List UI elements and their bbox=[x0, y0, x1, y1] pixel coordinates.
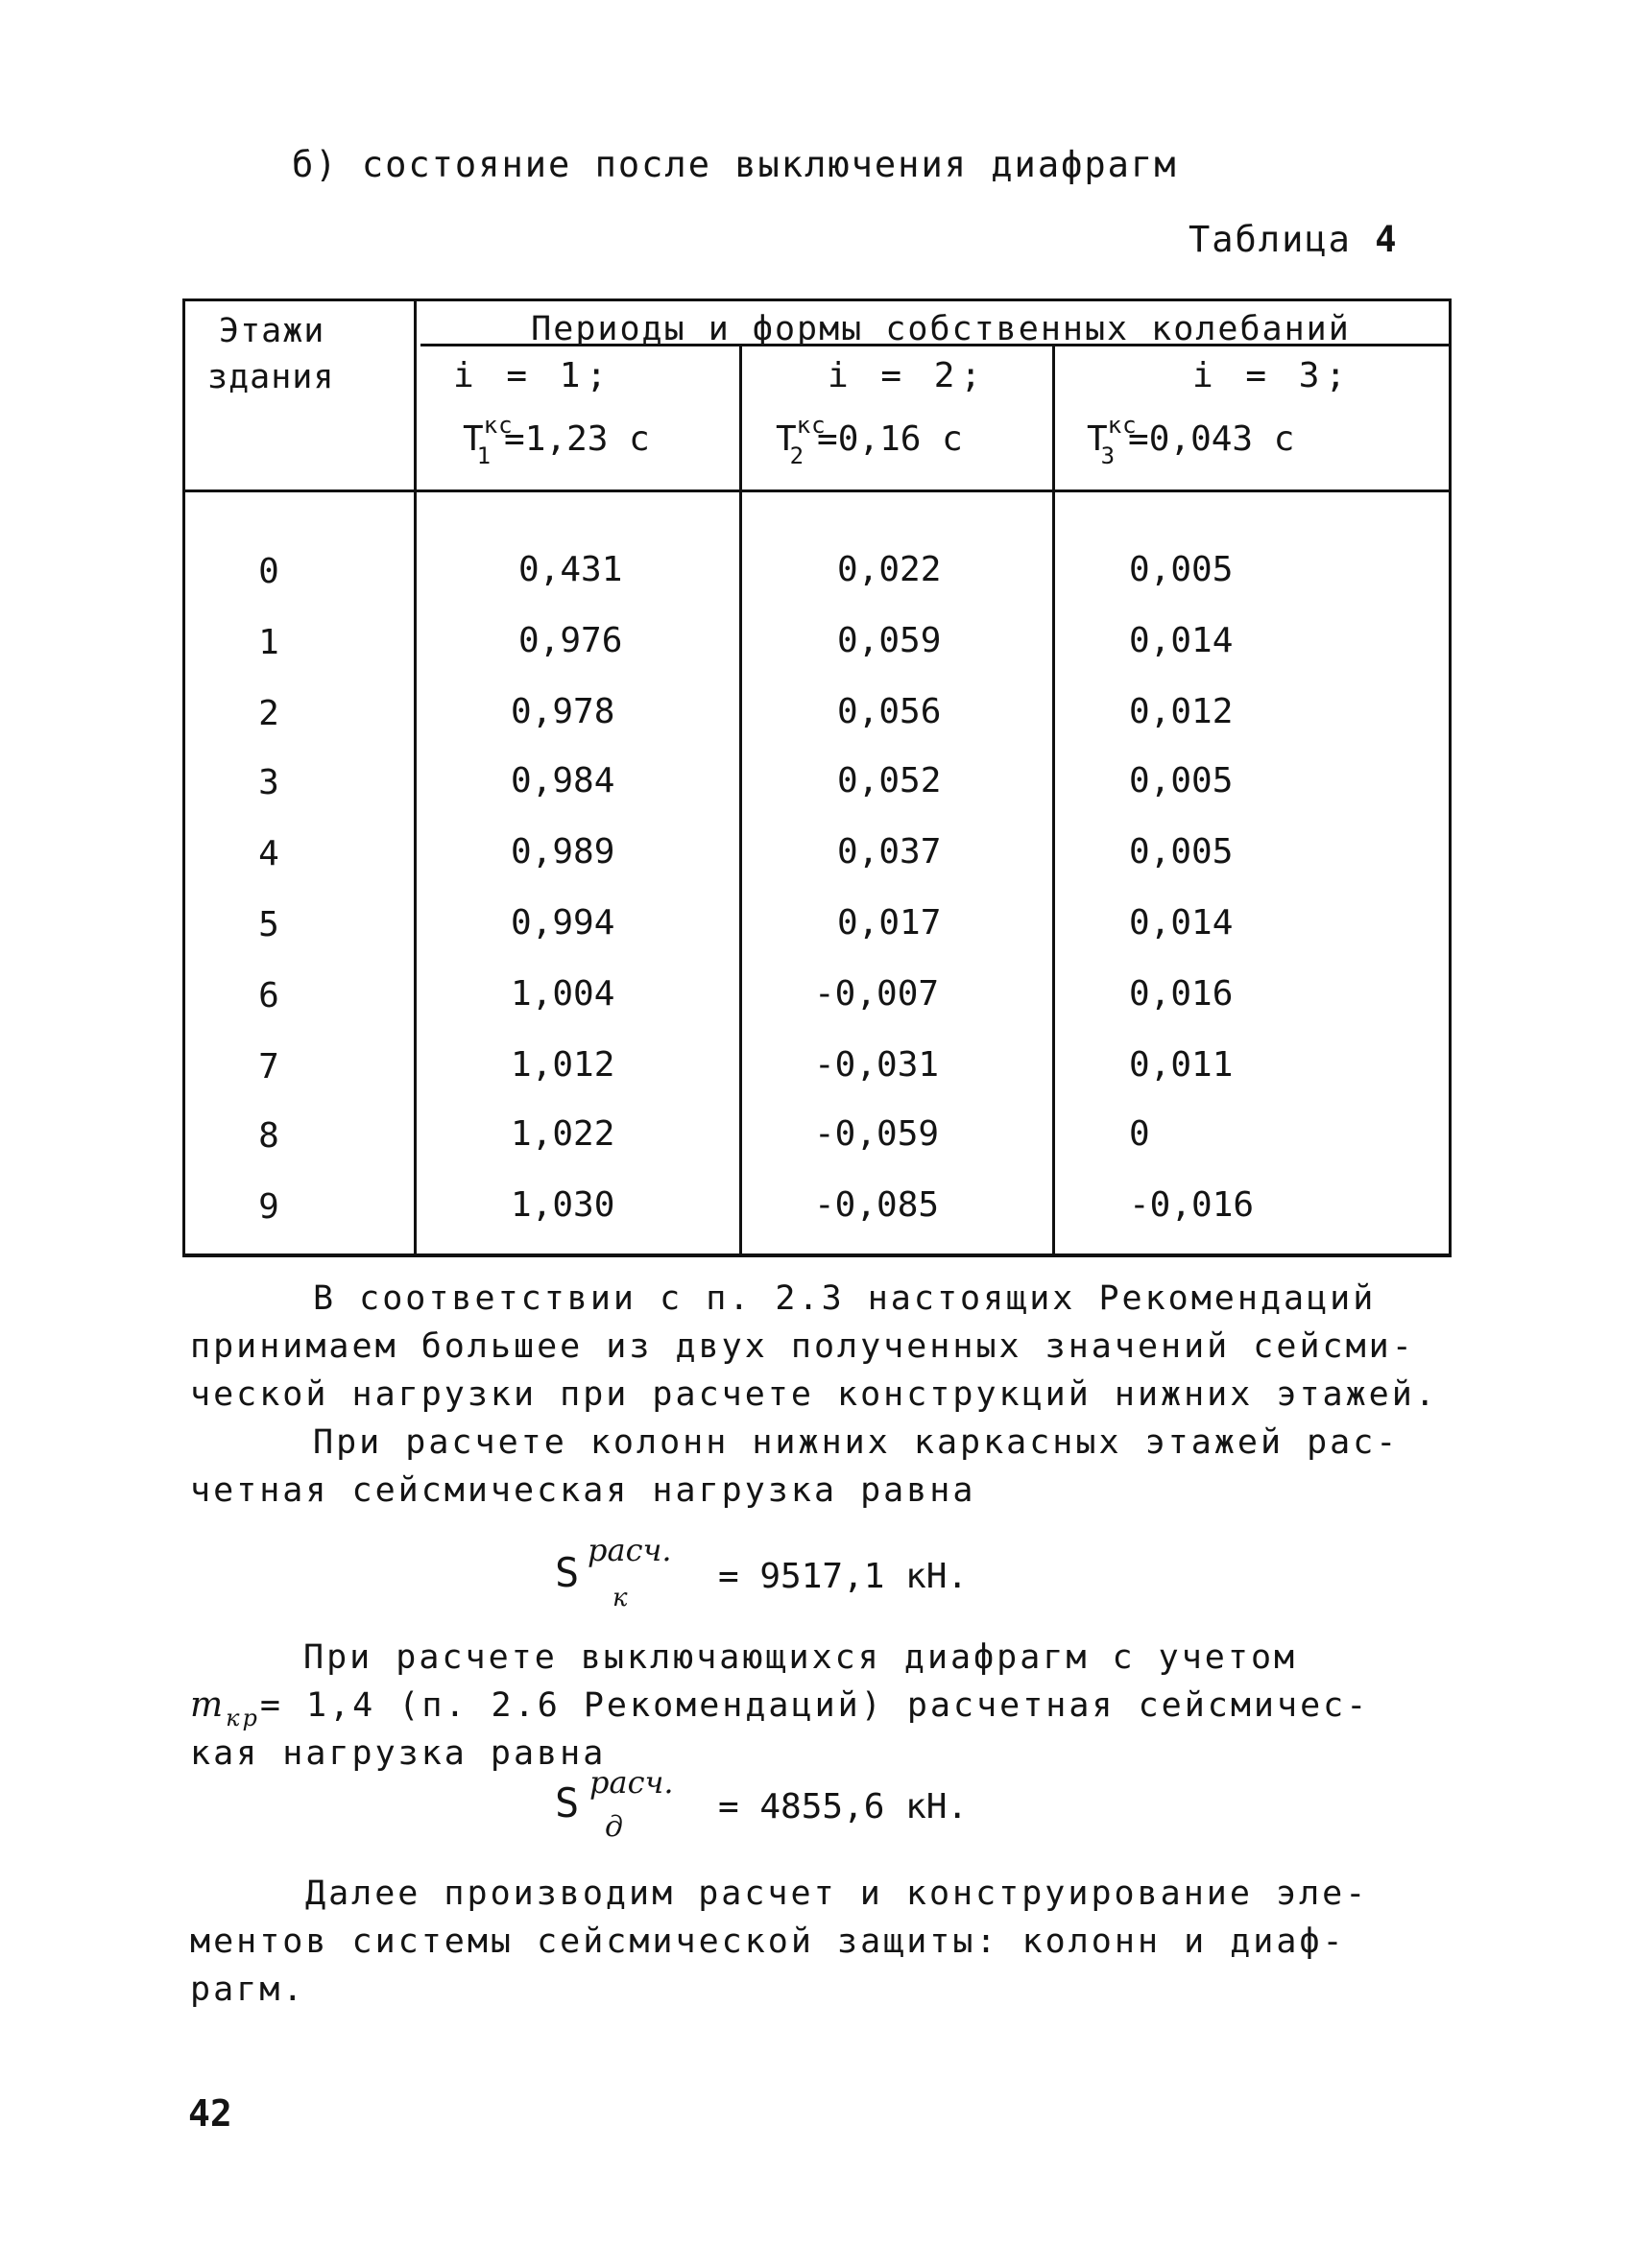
floor-cell: 0 bbox=[258, 552, 279, 591]
floor-header-line1: Этажи bbox=[219, 312, 325, 350]
formula1-value: = 9517,1 кН. bbox=[718, 1557, 969, 1596]
formula1-superscript: расч. bbox=[588, 1532, 672, 1568]
mode-3-t-sup: кс bbox=[1107, 412, 1138, 439]
mode3-cell: -0,016 bbox=[1129, 1185, 1255, 1225]
table-label-prefix: Таблица bbox=[1189, 219, 1352, 260]
mode-1-t-value: =1,23 с bbox=[504, 419, 650, 459]
mode3-cell: 0,016 bbox=[1129, 974, 1234, 1014]
p1-line-2: принимаем большее из двух полученных значений сейсми- bbox=[190, 1327, 1415, 1366]
mode1-cell: 0,994 bbox=[511, 903, 615, 943]
mode-2-t-value: =0,16 с bbox=[817, 419, 963, 459]
mode-2-t-symbol: T bbox=[776, 419, 797, 459]
p3-line-2 bbox=[190, 1682, 1369, 1732]
mode3-cell: 0 bbox=[1129, 1114, 1150, 1154]
mode-2-period bbox=[776, 412, 963, 469]
p1-line-1: В соответствии с п. 2.3 настоящих Рекомендаций bbox=[313, 1279, 1377, 1318]
mode3-cell: 0,005 bbox=[1129, 550, 1234, 589]
mode-2-index: i = 2; bbox=[828, 356, 988, 395]
floor-cell: 2 bbox=[258, 694, 279, 733]
section-heading: б) состояние после выключения диафрагм bbox=[292, 144, 1178, 185]
group-header: Периоды и формы собственных колебаний bbox=[531, 310, 1351, 348]
mode-2-t-sup: кс bbox=[796, 412, 827, 439]
mode-1-t-symbol: T bbox=[463, 419, 484, 459]
formula2-subscript: д bbox=[605, 1810, 624, 1844]
mode3-cell: 0,014 bbox=[1129, 621, 1234, 660]
mode-shapes-table bbox=[182, 298, 1452, 1256]
p3-line-3: кая нагрузка равна bbox=[190, 1734, 607, 1773]
p4-line-2: ментов системы сейсмической защиты: колонн и диаф- bbox=[190, 1922, 1346, 1961]
floor-cell: 7 bbox=[258, 1047, 279, 1086]
mode1-cell: 0,989 bbox=[511, 832, 615, 871]
floor-header-line2: здания bbox=[207, 358, 335, 396]
mode3-cell: 0,005 bbox=[1129, 761, 1234, 800]
mode1-cell: 0,978 bbox=[511, 692, 615, 731]
mode-1-t-sup: кс bbox=[483, 412, 514, 439]
floor-cell: 1 bbox=[258, 623, 279, 662]
formula-column-load bbox=[555, 1532, 1016, 1622]
mode2-cell: -0,085 bbox=[814, 1185, 940, 1225]
mode3-cell: 0,005 bbox=[1129, 832, 1234, 871]
mode1-cell: 1,022 bbox=[511, 1114, 615, 1154]
mode2-cell: 0,052 bbox=[837, 761, 942, 800]
col-divider-2 bbox=[739, 346, 742, 1257]
col-divider-1 bbox=[414, 298, 417, 1257]
formula1-subscript: к bbox=[612, 1584, 628, 1612]
p2-line-1: При расчете колонн нижних каркасных этажей рас- bbox=[313, 1423, 1400, 1462]
table-border-top bbox=[182, 298, 1452, 301]
mode2-cell: 0,059 bbox=[837, 621, 942, 660]
floor-cell: 4 bbox=[258, 834, 279, 873]
formula1-symbol: S bbox=[555, 1549, 580, 1596]
mode2-cell: 0,017 bbox=[837, 903, 942, 943]
formula2-superscript: расч. bbox=[589, 1764, 674, 1801]
mode3-cell: 0,012 bbox=[1129, 692, 1234, 731]
mode2-cell: -0,007 bbox=[814, 974, 940, 1014]
table-border-left bbox=[182, 298, 185, 1257]
table-border-bottom bbox=[182, 1253, 1452, 1257]
mode1-cell: 1,012 bbox=[511, 1045, 615, 1085]
mode-3-t-symbol: T bbox=[1087, 419, 1108, 459]
mode3-cell: 0,014 bbox=[1129, 903, 1234, 943]
p1-line-3: ческой нагрузки при расчете конструкций нижних этажей. bbox=[190, 1375, 1438, 1414]
p2-line-2: четная сейсмическая нагрузка равна bbox=[190, 1471, 976, 1510]
mode1-cell: 0,984 bbox=[511, 761, 615, 800]
floor-cell: 6 bbox=[258, 976, 279, 1015]
p3-line-2-text: = 1,4 (п. 2.6 Рекомендаций) расчетная сейсмичес- bbox=[259, 1686, 1370, 1725]
mode-3-period bbox=[1087, 412, 1295, 469]
mode-3-index: i = 3; bbox=[1192, 356, 1353, 395]
mode2-cell: 0,022 bbox=[837, 550, 942, 589]
mode1-cell: 0,431 bbox=[518, 550, 623, 589]
mode1-cell: 1,004 bbox=[511, 974, 615, 1014]
mode-3-t-value: =0,043 с bbox=[1128, 419, 1295, 459]
floor-cell: 5 bbox=[258, 905, 279, 944]
floor-cell: 8 bbox=[258, 1116, 279, 1156]
floor-cell: 9 bbox=[258, 1187, 279, 1227]
table-label bbox=[1189, 219, 1399, 260]
p4-line-1: Далее производим расчет и конструирование эле- bbox=[305, 1874, 1369, 1913]
m-kr-symbol bbox=[190, 1685, 260, 1731]
table-label-number: 4 bbox=[1375, 219, 1399, 260]
formula-diaphragm-load bbox=[555, 1764, 1016, 1852]
mode-3-t-sub: 3 bbox=[1100, 442, 1116, 469]
header-bottom-rule bbox=[182, 489, 1452, 492]
mode-2-t-sub: 2 bbox=[789, 442, 804, 469]
formula2-symbol: S bbox=[555, 1779, 580, 1826]
mode2-cell: 0,056 bbox=[837, 692, 942, 731]
mode2-cell: -0,031 bbox=[814, 1045, 940, 1085]
mode-1-period bbox=[463, 412, 650, 469]
mode1-cell: 0,976 bbox=[518, 621, 623, 660]
mode2-cell: 0,037 bbox=[837, 832, 942, 871]
mode-1-index: i = 1; bbox=[453, 356, 613, 395]
page-number: 42 bbox=[188, 2092, 232, 2135]
mode1-cell: 1,030 bbox=[511, 1185, 615, 1225]
floor-cell: 3 bbox=[258, 763, 279, 802]
p4-line-3: рагм. bbox=[190, 1970, 306, 2009]
m-symbol: m bbox=[190, 1685, 227, 1725]
mode2-cell: -0,059 bbox=[814, 1114, 940, 1154]
table-border-right bbox=[1449, 298, 1452, 1257]
mode3-cell: 0,011 bbox=[1129, 1045, 1234, 1085]
m-subscript: кр bbox=[226, 1705, 260, 1731]
col-divider-3 bbox=[1052, 346, 1055, 1257]
p3-line-1: При расчете выключающихся диафрагм с учетом bbox=[303, 1638, 1298, 1677]
formula2-value: = 4855,6 кН. bbox=[718, 1787, 969, 1826]
mode-1-t-sub: 1 bbox=[476, 442, 492, 469]
